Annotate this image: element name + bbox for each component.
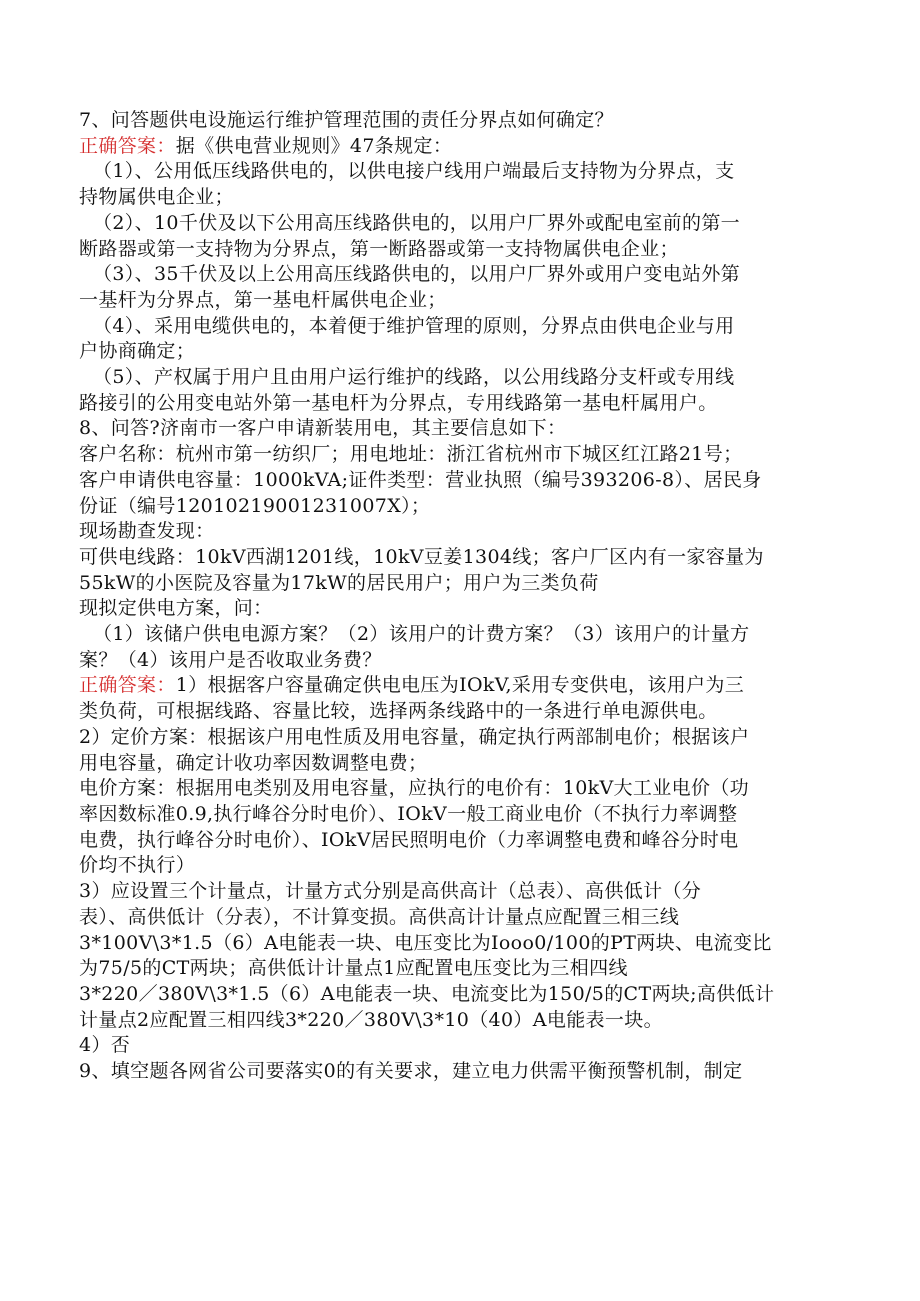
q8-answer-line-5: 率因数标准0.9,执行峰谷分时电价）、IOkV一般工商业电价（不执行力率调整 <box>79 802 738 825</box>
q7-line-1: （1）、公用低压线路供电的，以供电接户线用户端最后支持物为分界点，支 <box>93 160 735 183</box>
q8-answer-first-line <box>79 673 840 699</box>
q8-answer-line-11: 为75/5的CT两块；高供低计计量点1应配置电压变比为三相四线 <box>79 957 628 980</box>
q9-title: 9、填空题各网省公司要落实0的有关要求，建立电力供需平衡预警机制，制定 <box>79 1060 743 1083</box>
q8-answer-line-3: 用电容量，确定计收功率因数调整电费； <box>79 751 428 774</box>
q8-answer-line-14: 4）否 <box>79 1034 131 1057</box>
q7-line-9: （5）、产权属于用户且由用户运行维护的线路，以公用线路分支杆或专用线 <box>93 366 735 389</box>
q8-info-line-4: 现场勘查发现： <box>79 520 215 543</box>
q8-question-line-1: （1）该储户供电电源方案？（2）该用户的计费方案？（3）该用户的计量方 <box>93 623 750 646</box>
q7-line-8: 户协商确定； <box>79 340 196 363</box>
q7-line-10: 路接引的公用变电站外第一基电杆为分界点，专用线路第一基电杆属用户。 <box>79 391 718 414</box>
q8-answer-line-6: 电费，执行峰谷分时电价）、IOkV居民照明电价（力率调整电费和峰谷分时电 <box>79 828 739 851</box>
q7-line-7: （4）、采用电缆供电的，本着便于维护管理的原则，分界点由供电企业与用 <box>93 314 735 337</box>
q8-answer-line-13: 计量点2应配置三相四线3*220／380V\3*10（40）A电能表一块。 <box>79 1008 663 1031</box>
answer-label: 正确答案： <box>79 674 176 697</box>
q8-answer-first: 1）根据客户容量确定供电电压为IOkV,采用专变供电，该用户为三 <box>175 674 745 697</box>
q8-info-line-6: 55kW的小医院及容量为17kW的居民用户；用户为三类负荷 <box>79 571 599 594</box>
q8-info-line-5: 可供电线路：10kV西湖1201线，10kV豆姜1304线；客户厂区内有一家容量为 <box>79 545 764 568</box>
q8-answer-line-2: 2）定价方案：根据该户用电性质及用电容量，确定执行两部制电价；根据该户 <box>79 725 750 748</box>
q7-line-6: 一基杆为分界点，第一基电杆属供电企业； <box>79 288 447 311</box>
q7-title: 7、问答题供电设施运行维护管理范围的责任分界点如何确定？ <box>79 109 614 131</box>
q8-answer-line-9: 表）、高供低计（分表），不计算变损。高供高计计量点应配置三相三线 <box>79 905 680 928</box>
q7-answer-intro-line <box>79 134 840 160</box>
q8-answer-line-12: 3*220／380V\3*1.5（6）A电能表一块、电流变比为150/5的CT两块;高供低计 <box>79 982 775 1005</box>
q8-answer-line-4: 电价方案：根据用电类别及用电容量，应执行的电价有：10kV大工业电价（功 <box>79 777 750 800</box>
q8-answer-line-7: 价均不执行） <box>79 854 196 877</box>
q7-line-4: 断路器或第一支持物为分界点，第一断路器或第一支持物属供电企业； <box>79 237 679 260</box>
q8-answer-line-10: 3*100V\3*1.5（6）A电能表一块、电压变比为Iooo0/100的PT两块、电流变比 <box>79 931 772 954</box>
answer-label: 正确答案： <box>79 134 176 157</box>
q8-info-line-2: 客户申请供电容量：1000kVA;证件类型：营业执照（编号393206-8）、居民身 <box>79 468 762 491</box>
q8-answer-line-1: 类负荷，可根据线路、容量比较，选择两条线路中的一条进行单电源供电。 <box>79 700 718 723</box>
q7-line-5: （3）、35千伏及以上公用高压线路供电的，以用户厂界外或用户变电站外第 <box>93 263 741 286</box>
q7-answer-intro: 据《供电营业规则》47条规定： <box>175 134 453 157</box>
q8-info-line-1: 客户名称：杭州市第一纺织厂；用电地址：浙江省杭州市下城区红江路21号； <box>79 443 743 466</box>
q7-line-3: （2）、10千伏及以下公用高压线路供电的，以用户厂界外或配电室前的第一 <box>93 211 741 234</box>
q8-question-line-2: 案？（4）该用户是否收取业务费？ <box>79 648 382 671</box>
q7-line-2: 持物属供电企业； <box>79 186 234 209</box>
q8-info-line-7: 现拟定供电方案，问： <box>79 597 273 620</box>
q8-title: 8、问答?济南市一客户申请新装用电，其主要信息如下： <box>79 417 567 440</box>
q8-answer-line-8: 3）应设置三个计量点，计量方式分别是高供高计（总表）、高供低计（分 <box>79 880 702 903</box>
q8-info-line-3: 份证（编号12010219001231007X）； <box>79 494 431 517</box>
